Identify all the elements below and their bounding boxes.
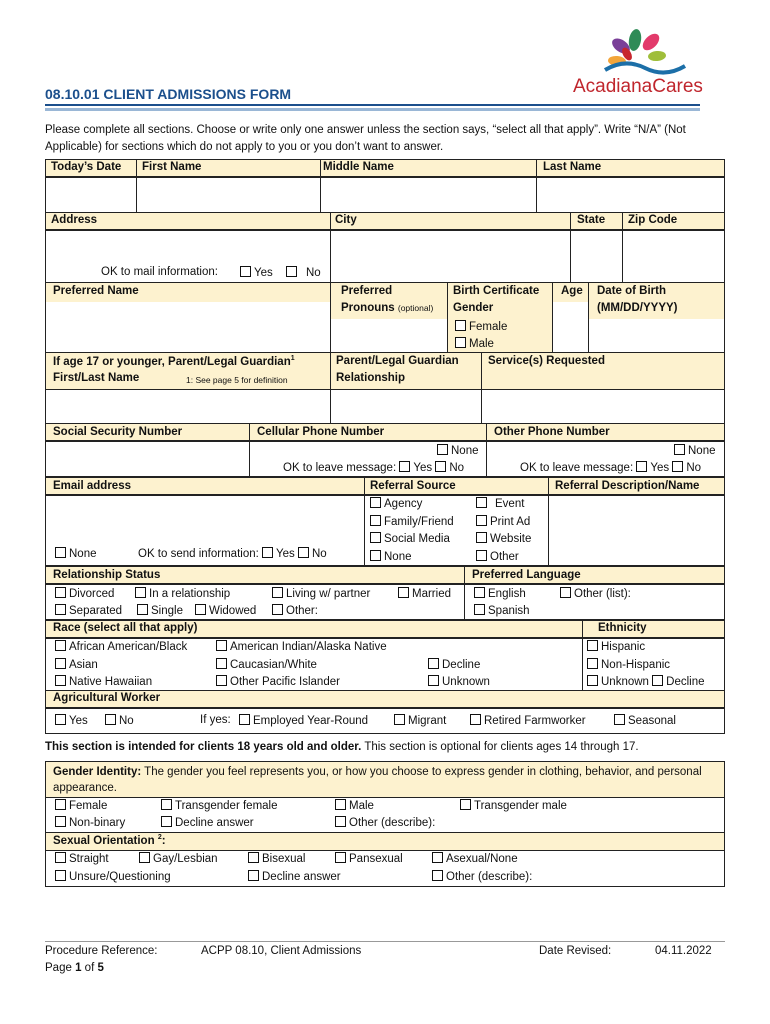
ag-yes[interactable]: Yes xyxy=(55,714,88,727)
todays-date-label: Today’s Date xyxy=(51,161,122,173)
gi-trans-male[interactable]: Transgender male xyxy=(460,799,567,812)
lang-other[interactable]: Other (list): xyxy=(560,587,631,600)
last-name-label: Last Name xyxy=(543,161,602,173)
checkbox[interactable] xyxy=(55,816,66,827)
checkbox[interactable] xyxy=(455,320,466,331)
rs-separated[interactable]: Separated xyxy=(55,604,122,617)
checkbox[interactable] xyxy=(55,675,66,686)
relationship-label-2: Relationship xyxy=(336,372,406,384)
ref-family[interactable]: Family/Friend xyxy=(370,515,454,528)
checkbox[interactable] xyxy=(476,497,487,508)
ref-agency[interactable]: Agency xyxy=(370,497,422,510)
checkbox[interactable] xyxy=(652,675,663,686)
race-unknown[interactable]: Unknown xyxy=(428,675,490,688)
dob-format-label: (MM/DD/YYYY) xyxy=(597,302,678,314)
ag-seasonal[interactable]: Seasonal xyxy=(614,714,676,727)
footer-proc-ref: Procedure Reference: xyxy=(45,945,158,957)
so-gay[interactable]: Gay/Lesbian xyxy=(139,852,218,865)
checkbox[interactable] xyxy=(262,547,273,558)
checkbox[interactable] xyxy=(587,658,598,669)
checkbox[interactable] xyxy=(672,461,683,472)
race-decline[interactable]: Decline xyxy=(428,658,480,671)
logo-flower-icon xyxy=(565,28,705,76)
guardian-field[interactable] xyxy=(46,390,330,423)
checkbox[interactable] xyxy=(55,870,66,881)
so-unsure[interactable]: Unsure/Questioning xyxy=(55,870,171,883)
checkbox[interactable] xyxy=(240,266,251,277)
address-label: Address xyxy=(51,214,98,226)
zip-field[interactable] xyxy=(623,231,724,282)
title-rule-2 xyxy=(45,108,700,111)
gi-other[interactable]: Other (describe): xyxy=(335,816,435,829)
race-african-american[interactable]: African American/Black xyxy=(55,640,187,653)
cell-label: Cellular Phone Number xyxy=(257,426,385,438)
checkbox[interactable] xyxy=(474,604,485,615)
checkbox[interactable] xyxy=(105,714,116,725)
footer-page: Page 1 of 5 xyxy=(45,962,104,974)
checkbox[interactable] xyxy=(55,547,66,558)
relationship-status-label: Relationship Status xyxy=(53,569,161,581)
ref-other[interactable]: Other xyxy=(476,550,519,563)
so-asexual[interactable]: Asexual/None xyxy=(432,852,518,865)
middle-name-field[interactable] xyxy=(321,178,535,212)
referral-desc-label: Referral Description/Name xyxy=(555,480,700,492)
checkbox[interactable] xyxy=(560,587,571,598)
referral-source-label: Referral Source xyxy=(370,480,456,492)
checkbox[interactable] xyxy=(587,640,598,651)
race-label: Race (select all that apply) xyxy=(53,622,198,634)
ref-print-ad[interactable]: Print Ad xyxy=(476,515,530,528)
checkbox[interactable] xyxy=(432,870,443,881)
lang-english[interactable]: English xyxy=(474,587,526,600)
checkbox[interactable] xyxy=(286,266,297,277)
rs-single[interactable]: Single xyxy=(137,604,183,617)
email-none-option[interactable]: None xyxy=(55,547,97,560)
cell-none-option[interactable]: None xyxy=(437,444,479,457)
ssn-label: Social Security Number xyxy=(53,426,183,438)
so-other[interactable]: Other (describe): xyxy=(432,870,532,883)
pronouns-label: Pronouns (optional) xyxy=(341,302,434,314)
gender-label: Gender xyxy=(453,302,494,314)
checkbox[interactable] xyxy=(139,852,150,863)
checkbox[interactable] xyxy=(370,532,381,543)
checkbox[interactable] xyxy=(428,675,439,686)
other-ok-msg: OK to leave message: Yes No xyxy=(520,462,702,474)
checkbox[interactable] xyxy=(394,714,405,725)
so-straight[interactable]: Straight xyxy=(55,852,109,865)
gender-female-option[interactable]: Female xyxy=(455,320,507,333)
gender-male-option[interactable]: Male xyxy=(455,337,494,350)
checkbox[interactable] xyxy=(55,852,66,863)
eth-unknown[interactable]: Unknown Decline xyxy=(587,675,705,688)
email-ok-send: OK to send information: Yes No xyxy=(138,548,327,560)
age-label: Age xyxy=(561,285,583,297)
footer-acpp: ACPP 08.10, Client Admissions xyxy=(201,945,362,957)
checkbox[interactable] xyxy=(460,799,471,810)
logo-text: AcadianaCares xyxy=(573,76,703,97)
checkbox[interactable] xyxy=(239,714,250,725)
checkbox[interactable] xyxy=(428,658,439,669)
footer-rule xyxy=(45,941,725,942)
guardian-name-label: First/Last Name xyxy=(53,372,140,384)
checkbox[interactable] xyxy=(399,461,410,472)
other-phone-label: Other Phone Number xyxy=(494,426,610,438)
checkbox[interactable] xyxy=(614,714,625,725)
gi-female[interactable]: Female xyxy=(55,799,107,812)
ref-social-media[interactable]: Social Media xyxy=(370,532,450,545)
preferred-pronouns-label: Preferred xyxy=(341,285,393,297)
checkbox[interactable] xyxy=(272,587,283,598)
state-label: State xyxy=(577,214,606,226)
ref-website[interactable]: Website xyxy=(476,532,531,545)
intro-text: Please complete all sections. Choose or write only one answer unless the section says, “select all that apply”. Write “N/A” (Not Applicable) for sections which do not apply to you or you don’t want to answer. xyxy=(45,124,686,153)
ag-migrant[interactable]: Migrant xyxy=(394,714,446,727)
first-name-label: First Name xyxy=(142,161,202,173)
gi-male[interactable]: Male xyxy=(335,799,374,812)
ok-mail-label: OK to mail information: xyxy=(101,266,218,278)
eth-hispanic[interactable]: Hispanic xyxy=(587,640,645,653)
guardian-footnote: 1: See page 5 for definition xyxy=(186,375,288,385)
ag-worker-label: Agricultural Worker xyxy=(53,692,161,704)
rs-living[interactable]: Living w/ partner xyxy=(272,587,370,600)
rs-in-relationship[interactable]: In a relationship xyxy=(135,587,230,600)
checkbox[interactable] xyxy=(437,444,448,455)
last-name-field[interactable] xyxy=(537,178,724,212)
todays-date-field[interactable] xyxy=(46,178,135,212)
title-rule xyxy=(45,104,700,106)
city-field[interactable] xyxy=(331,231,569,282)
relationship-field[interactable] xyxy=(331,390,481,423)
checkbox[interactable] xyxy=(455,337,466,348)
page-title: 08.10.01 CLIENT ADMISSIONS FORM xyxy=(45,86,292,102)
so-decline[interactable]: Decline answer xyxy=(248,870,341,883)
other-phone-none-option[interactable]: None xyxy=(674,444,716,457)
ethnicity-label: Ethnicity xyxy=(598,622,647,634)
checkbox[interactable] xyxy=(248,852,259,863)
checkbox[interactable] xyxy=(476,515,487,526)
checkbox[interactable] xyxy=(137,604,148,615)
ref-event[interactable]: Event xyxy=(476,497,524,510)
services-label: Service(s) Requested xyxy=(488,355,605,367)
checkbox[interactable] xyxy=(470,714,481,725)
rs-married[interactable]: Married xyxy=(398,587,451,600)
checkbox[interactable] xyxy=(370,497,381,508)
preferred-name-label: Preferred Name xyxy=(53,285,139,297)
checkbox[interactable] xyxy=(474,587,485,598)
gi-nonbinary[interactable]: Non-binary xyxy=(55,816,125,829)
middle-name-label: Middle Name xyxy=(323,161,394,173)
section-note: This section is intended for clients 18 years old and older. This section is optional for clients ages 14 through 17. xyxy=(45,741,639,753)
city-label: City xyxy=(335,214,357,226)
mail-yes-option[interactable]: Yes xyxy=(240,266,273,279)
services-field[interactable] xyxy=(482,370,724,423)
guardian-label: If age 17 or younger, Parent/Legal Guardian$^1$ xyxy=(53,355,295,368)
rs-divorced[interactable]: Divorced xyxy=(55,587,114,600)
checkbox[interactable] xyxy=(135,587,146,598)
checkbox[interactable] xyxy=(674,444,685,455)
race-american-indian[interactable]: American Indian/Alaska Native xyxy=(216,640,387,653)
checkbox[interactable] xyxy=(298,547,309,558)
checkbox[interactable] xyxy=(216,658,227,669)
zip-label: Zip Code xyxy=(628,214,678,226)
race-pacific-islander[interactable]: Other Pacific Islander xyxy=(216,675,340,688)
checkbox[interactable] xyxy=(216,675,227,686)
gi-trans-female[interactable]: Transgender female xyxy=(161,799,278,812)
birth-cert-label: Birth Certificate xyxy=(453,285,540,297)
state-field[interactable] xyxy=(571,231,621,282)
lang-spanish[interactable]: Spanish xyxy=(474,604,530,617)
checkbox[interactable] xyxy=(216,640,227,651)
footer-date-revised: Date Revised: xyxy=(539,945,612,957)
checkbox[interactable] xyxy=(476,550,487,561)
checkbox[interactable] xyxy=(587,675,598,686)
checkbox[interactable] xyxy=(55,604,66,615)
checkbox[interactable] xyxy=(636,461,647,472)
so-pansexual[interactable]: Pansexual xyxy=(335,852,403,865)
footer-date: 04.11.2022 xyxy=(655,945,712,957)
checkbox[interactable] xyxy=(195,604,206,615)
ag-if-yes: If yes: xyxy=(200,714,231,726)
ag-retired[interactable]: Retired Farmworker xyxy=(470,714,586,727)
checkbox[interactable] xyxy=(55,714,66,725)
so-bisexual[interactable]: Bisexual xyxy=(248,852,305,865)
checkbox[interactable] xyxy=(272,604,283,615)
relationship-label-1: Parent/Legal Guardian xyxy=(336,355,459,367)
checkbox[interactable] xyxy=(335,852,346,863)
ag-no[interactable]: No xyxy=(105,714,134,727)
race-asian[interactable]: Asian xyxy=(55,658,98,671)
dob-label: Date of Birth xyxy=(597,285,666,297)
race-native-hawaiian[interactable]: Native Hawaiian xyxy=(55,675,152,688)
checkbox[interactable] xyxy=(161,799,172,810)
checkbox[interactable] xyxy=(335,799,346,810)
checkbox[interactable] xyxy=(398,587,409,598)
rs-widowed[interactable]: Widowed xyxy=(195,604,256,617)
checkbox[interactable] xyxy=(370,515,381,526)
gi-decline[interactable]: Decline answer xyxy=(161,816,254,829)
checkbox[interactable] xyxy=(435,461,446,472)
checkbox[interactable] xyxy=(55,587,66,598)
checkbox[interactable] xyxy=(370,550,381,561)
rs-other[interactable]: Other: xyxy=(272,604,318,617)
checkbox[interactable] xyxy=(55,799,66,810)
eth-non-hispanic[interactable]: Non-Hispanic xyxy=(587,658,670,671)
cell-ok-msg: OK to leave message: Yes No xyxy=(283,462,465,474)
sexual-orientation-label: Sexual Orientation $^2$: xyxy=(53,834,166,847)
ref-none[interactable]: None xyxy=(370,550,412,563)
preferred-language-label: Preferred Language xyxy=(472,569,581,581)
gender-identity-desc: Gender Identity: The gender you feel represents you, or how you choose to express gender in clothing, behavior, and personal appearance. xyxy=(53,766,702,794)
first-name-field[interactable] xyxy=(137,178,319,212)
checkbox[interactable] xyxy=(55,658,66,669)
address-field[interactable] xyxy=(46,231,329,263)
race-caucasian[interactable]: Caucasian/White xyxy=(216,658,317,671)
ag-employed[interactable]: Employed Year-Round xyxy=(239,714,368,727)
checkbox[interactable] xyxy=(476,532,487,543)
checkbox[interactable] xyxy=(248,870,259,881)
logo xyxy=(565,28,705,103)
checkbox[interactable] xyxy=(335,816,346,827)
checkbox[interactable] xyxy=(161,816,172,827)
mail-no-option[interactable]: No xyxy=(286,266,321,279)
checkbox[interactable] xyxy=(55,640,66,651)
email-label: Email address xyxy=(53,480,131,492)
checkbox[interactable] xyxy=(432,852,443,863)
